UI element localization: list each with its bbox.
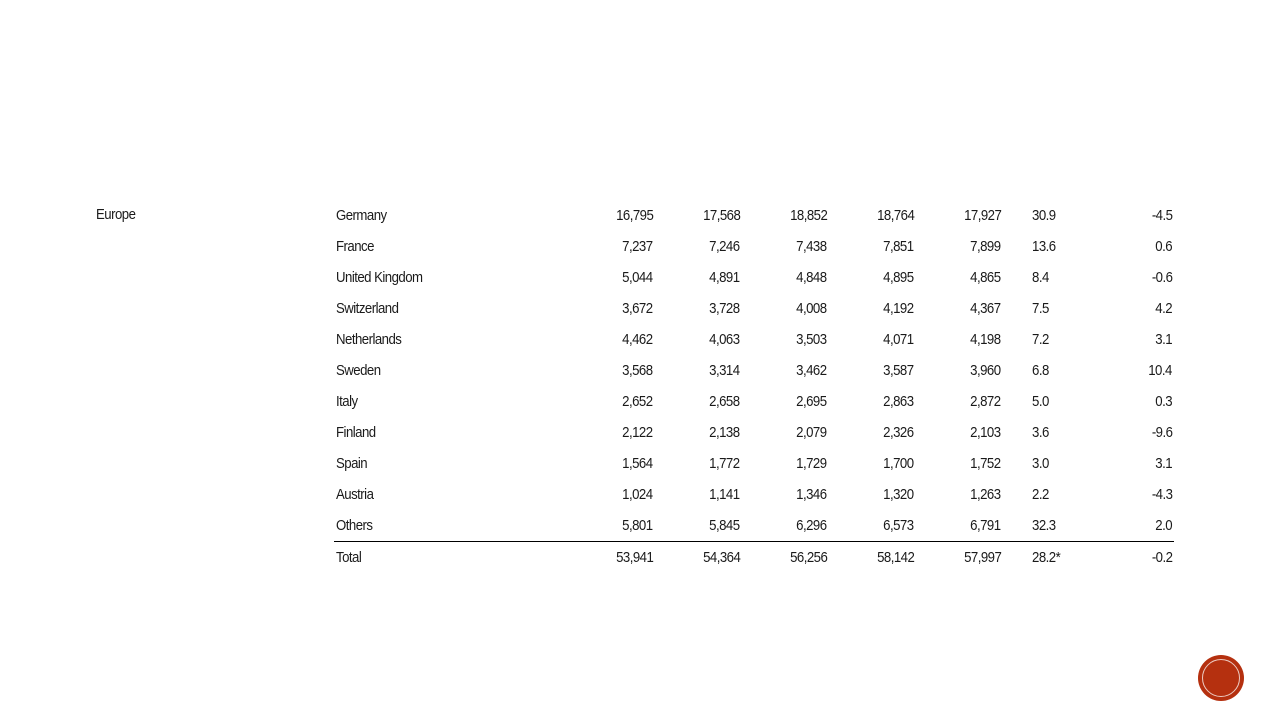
value-cell: 5,801	[622, 517, 653, 534]
value-cell: 1,320	[883, 486, 914, 503]
share-cell: 6.8	[1032, 362, 1049, 379]
change-cell: -0.6	[1151, 269, 1172, 286]
value-cell: 2,079	[796, 424, 827, 441]
table-row	[334, 510, 1174, 542]
value-cell: 4,063	[709, 331, 740, 348]
value-cell: 2,122	[622, 424, 653, 441]
value-cell: 3,568	[622, 362, 653, 379]
region-label: Europe	[96, 206, 136, 223]
value-cell: 7,246	[709, 238, 740, 255]
value-cell: 2,863	[883, 393, 914, 410]
country-name: Netherlands	[336, 331, 402, 348]
value-cell: 3,960	[970, 362, 1001, 379]
share-cell: 5.0	[1032, 393, 1049, 410]
total-value-cell: 54,364	[702, 549, 740, 566]
total-value-cell: 56,256	[789, 549, 827, 566]
value-cell: 4,895	[883, 269, 914, 286]
country-name: Switzerland	[336, 300, 399, 317]
value-cell: 1,564	[622, 455, 653, 472]
value-cell: 1,141	[709, 486, 740, 503]
country-name: United Kingdom	[336, 269, 423, 286]
change-cell: 0.6	[1155, 238, 1172, 255]
change-cell: 10.4	[1148, 362, 1172, 379]
share-cell: 2.2	[1032, 486, 1049, 503]
value-cell: 6,573	[883, 517, 914, 534]
value-cell: 4,848	[796, 269, 827, 286]
table-row	[334, 324, 1174, 355]
change-cell: 4.2	[1155, 300, 1172, 317]
value-cell: 17,568	[702, 207, 740, 224]
total-label: Total	[336, 549, 362, 566]
value-cell: 5,044	[622, 269, 653, 286]
share-cell: 3.6	[1032, 424, 1049, 441]
value-cell: 3,587	[883, 362, 914, 379]
change-cell: 0.3	[1155, 393, 1172, 410]
country-name: Finland	[336, 424, 376, 441]
change-cell: -4.5	[1151, 207, 1172, 224]
value-cell: 4,462	[622, 331, 653, 348]
value-cell: 2,658	[709, 393, 740, 410]
total-value-cell: 53,941	[615, 549, 653, 566]
value-cell: 7,899	[970, 238, 1001, 255]
country-name: Italy	[336, 393, 358, 410]
table-row	[334, 417, 1174, 448]
value-cell: 17,927	[963, 207, 1001, 224]
country-name: France	[336, 238, 374, 255]
value-cell: 3,462	[796, 362, 827, 379]
change-cell: 3.1	[1155, 455, 1172, 472]
table-row	[334, 200, 1174, 231]
total-value-cell: 58,142	[876, 549, 914, 566]
table-row	[334, 386, 1174, 417]
value-cell: 18,852	[789, 207, 827, 224]
change-cell: 3.1	[1155, 331, 1172, 348]
table-row	[334, 293, 1174, 324]
value-cell: 6,791	[970, 517, 1001, 534]
value-cell: 4,008	[796, 300, 827, 317]
share-cell: 8.4	[1032, 269, 1049, 286]
country-name: Germany	[336, 207, 387, 224]
value-cell: 1,729	[796, 455, 827, 472]
table-row	[334, 479, 1174, 510]
slide-nav-button[interactable]	[1197, 654, 1245, 702]
share-cell: 3.0	[1032, 455, 1049, 472]
value-cell: 4,891	[709, 269, 740, 286]
value-cell: 6,296	[796, 517, 827, 534]
value-cell: 3,672	[622, 300, 653, 317]
share-cell: 7.5	[1032, 300, 1049, 317]
total-change-cell: -0.2	[1151, 549, 1172, 566]
value-cell: 2,872	[970, 393, 1001, 410]
value-cell: 4,198	[970, 331, 1001, 348]
share-cell: 7.2	[1032, 331, 1049, 348]
country-name: Sweden	[336, 362, 381, 379]
country-name: Austria	[336, 486, 374, 503]
value-cell: 1,263	[970, 486, 1001, 503]
value-cell: 18,764	[876, 207, 914, 224]
total-row	[334, 542, 1174, 574]
value-cell: 2,138	[709, 424, 740, 441]
total-share-cell: 28.2*	[1032, 549, 1061, 566]
value-cell: 4,367	[970, 300, 1001, 317]
value-cell: 16,795	[615, 207, 653, 224]
value-cell: 1,024	[622, 486, 653, 503]
value-cell: 2,326	[883, 424, 914, 441]
value-cell: 4,192	[883, 300, 914, 317]
change-cell: -4.3	[1151, 486, 1172, 503]
country-name: Others	[336, 517, 373, 534]
value-cell: 1,772	[709, 455, 740, 472]
share-cell: 32.3	[1032, 517, 1056, 534]
change-cell: -9.6	[1151, 424, 1172, 441]
value-cell: 4,865	[970, 269, 1001, 286]
value-cell: 2,103	[970, 424, 1001, 441]
value-cell: 7,438	[796, 238, 827, 255]
share-cell: 13.6	[1032, 238, 1056, 255]
value-cell: 3,314	[709, 362, 740, 379]
value-cell: 5,845	[709, 517, 740, 534]
value-cell: 3,503	[796, 331, 827, 348]
table-row	[334, 262, 1174, 293]
table-row	[334, 355, 1174, 386]
country-name: Spain	[336, 455, 368, 472]
value-cell: 1,700	[883, 455, 914, 472]
table-row	[334, 231, 1174, 262]
value-cell: 2,695	[796, 393, 827, 410]
value-cell: 1,346	[796, 486, 827, 503]
value-cell: 7,851	[883, 238, 914, 255]
table-row	[334, 448, 1174, 479]
value-cell: 3,728	[709, 300, 740, 317]
circle-nav-icon	[1197, 654, 1245, 702]
value-cell: 1,752	[970, 455, 1001, 472]
value-cell: 7,237	[622, 238, 653, 255]
change-cell: 2.0	[1155, 517, 1172, 534]
value-cell: 4,071	[883, 331, 914, 348]
total-value-cell: 57,997	[963, 549, 1001, 566]
share-cell: 30.9	[1032, 207, 1056, 224]
data-table	[334, 200, 1174, 573]
value-cell: 2,652	[622, 393, 653, 410]
